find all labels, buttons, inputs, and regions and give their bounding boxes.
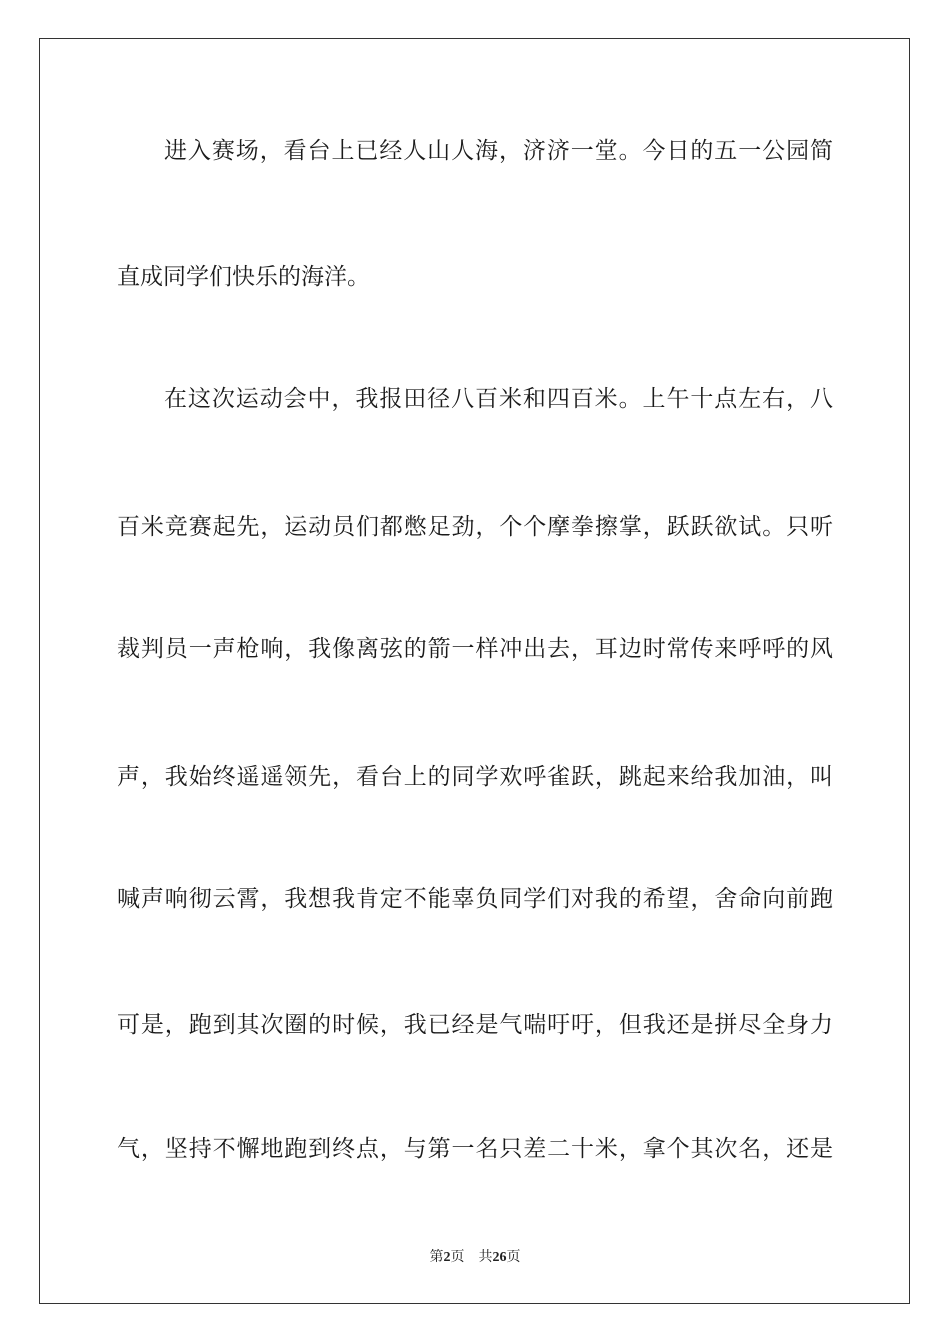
paragraph-2-line-1: 在这次运动会中，我报田径八百米和四百米。上午十点左右，八	[164, 386, 833, 412]
paragraph-1-line-2: 直成同学们快乐的海洋。	[117, 264, 370, 290]
paragraph-2-line-5: 喊声响彻云霄，我想我肯定不能辜负同学们对我的希望，舍命向前跑	[117, 886, 833, 912]
page-prefix: 第	[429, 1249, 444, 1265]
total-prefix: 共	[478, 1249, 493, 1265]
paragraph-2-line-7: 气，坚持不懈地跑到终点，与第一名只差二十米，拿个其次名，还是	[117, 1136, 833, 1162]
page-suffix: 页	[450, 1249, 465, 1265]
page-footer	[0, 1248, 950, 1267]
paragraph-2-line-6: 可是，跑到其次圈的时候，我已经是气喘吁吁，但我还是拼尽全身力	[117, 1012, 833, 1038]
page-number: 2	[443, 1250, 451, 1265]
paragraph-1-line-1: 进入赛场，看台上已经人山人海，济济一堂。今日的五一公园简	[164, 138, 833, 164]
paragraph-2-line-2: 百米竞赛起先，运动员们都憋足劲，个个摩拳擦掌，跃跃欲试。只听	[117, 514, 833, 540]
paragraph-2-line-3: 裁判员一声枪响，我像离弦的箭一样冲出去，耳边时常传来呼呼的风	[117, 636, 833, 662]
paragraph-2-line-4: 声，我始终遥遥领先，看台上的同学欢呼雀跃，跳起来给我加油，叫	[117, 764, 833, 790]
total-suffix: 页	[506, 1249, 521, 1265]
total-pages: 26	[492, 1250, 507, 1265]
page-border	[39, 38, 910, 1304]
